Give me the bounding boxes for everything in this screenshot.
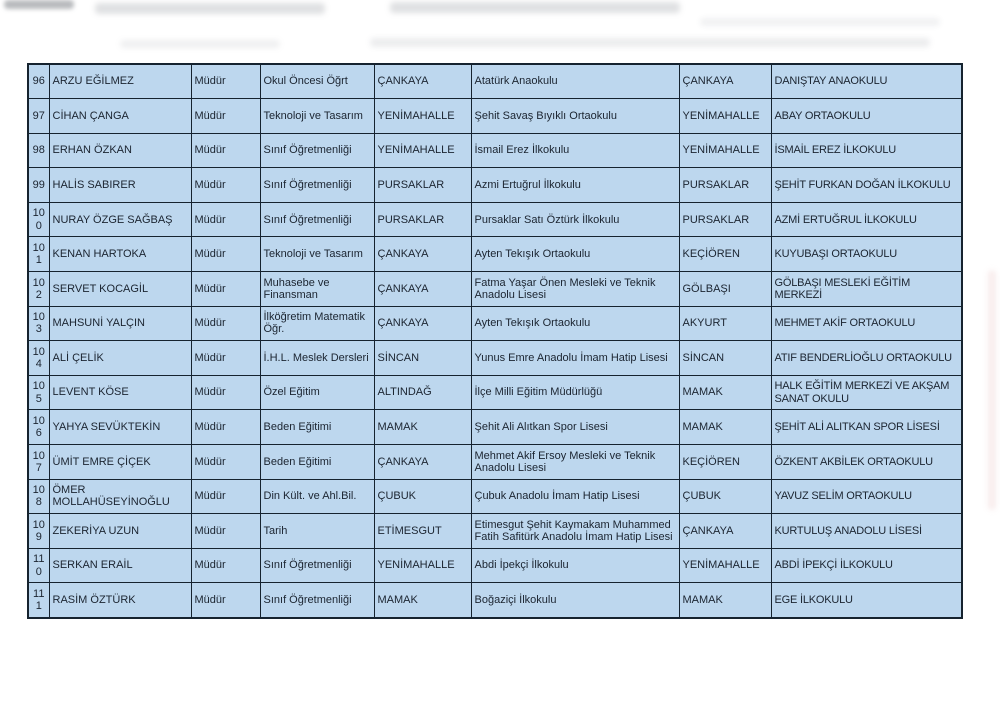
row-number-cell: 99 xyxy=(28,168,49,203)
row-number-cell: 108 xyxy=(28,479,49,514)
row-number-cell: 107 xyxy=(28,445,49,480)
assignment-table xyxy=(27,63,963,619)
title-cell: Müdür xyxy=(191,99,260,134)
table-row xyxy=(28,479,962,514)
title-cell: Müdür xyxy=(191,375,260,410)
school-to-cell: HALK EĞİTİM MERKEZİ VE AKŞAM SANAT OKULU xyxy=(771,375,962,410)
title-cell: Müdür xyxy=(191,202,260,237)
branch-cell: Özel Eğitim xyxy=(260,375,374,410)
district-from-cell: YENİMAHALLE xyxy=(374,548,471,583)
branch-cell: İ.H.L. Meslek Dersleri xyxy=(260,341,374,376)
name-cell: CİHAN ÇANGA xyxy=(49,99,191,134)
branch-cell: Sınıf Öğretmenliği xyxy=(260,133,374,168)
district-to-cell: SİNCAN xyxy=(679,341,771,376)
branch-cell: Sınıf Öğretmenliği xyxy=(260,202,374,237)
branch-cell: Sınıf Öğretmenliği xyxy=(260,168,374,203)
name-cell: RASİM ÖZTÜRK xyxy=(49,583,191,618)
school-from-cell: Mehmet Akif Ersoy Mesleki ve Teknik Anadolu Lisesi xyxy=(471,445,679,480)
branch-cell: Din Kült. ve Ahl.Bil. xyxy=(260,479,374,514)
district-from-cell: ETİMESGUT xyxy=(374,514,471,549)
branch-cell: Beden Eğitimi xyxy=(260,445,374,480)
school-from-cell: Ayten Tekışık Ortaokulu xyxy=(471,237,679,272)
school-to-cell: AZMİ ERTUĞRUL İLKOKULU xyxy=(771,202,962,237)
school-to-cell: ŞEHİT FURKAN DOĞAN İLKOKULU xyxy=(771,168,962,203)
school-to-cell: EGE İLKOKULU xyxy=(771,583,962,618)
title-cell: Müdür xyxy=(191,583,260,618)
row-number-cell: 96 xyxy=(28,64,49,99)
branch-cell: Tarih xyxy=(260,514,374,549)
district-to-cell: ÇUBUK xyxy=(679,479,771,514)
school-to-cell: KUYUBAŞI ORTAOKULU xyxy=(771,237,962,272)
name-cell: ALİ ÇELİK xyxy=(49,341,191,376)
name-cell: ÖMER MOLLAHÜSEYİNOĞLU xyxy=(49,479,191,514)
school-from-cell: Fatma Yaşar Önen Mesleki ve Teknik Anadolu Lisesi xyxy=(471,272,679,307)
table-row xyxy=(28,237,962,272)
branch-cell: Teknoloji ve Tasarım xyxy=(260,237,374,272)
scan-artifact xyxy=(120,40,280,48)
name-cell: SERKAN ERAİL xyxy=(49,548,191,583)
name-cell: YAHYA SEVÜKTEKİN xyxy=(49,410,191,445)
row-number-cell: 105 xyxy=(28,375,49,410)
title-cell: Müdür xyxy=(191,168,260,203)
school-to-cell: ŞEHİT ALİ ALITKAN SPOR LİSESİ xyxy=(771,410,962,445)
title-cell: Müdür xyxy=(191,514,260,549)
school-to-cell: MEHMET AKİF ORTAOKULU xyxy=(771,306,962,341)
table-row xyxy=(28,64,962,99)
row-number-cell: 103 xyxy=(28,306,49,341)
district-from-cell: YENİMAHALLE xyxy=(374,133,471,168)
district-to-cell: ÇANKAYA xyxy=(679,514,771,549)
title-cell: Müdür xyxy=(191,445,260,480)
branch-cell: Beden Eğitimi xyxy=(260,410,374,445)
name-cell: HALİS SABIRER xyxy=(49,168,191,203)
row-number-cell: 104 xyxy=(28,341,49,376)
title-cell: Müdür xyxy=(191,479,260,514)
table-row xyxy=(28,375,962,410)
school-to-cell: ABDİ İPEKÇİ İLKOKULU xyxy=(771,548,962,583)
district-from-cell: MAMAK xyxy=(374,410,471,445)
row-number-cell: 102 xyxy=(28,272,49,307)
school-from-cell: Boğaziçi İlkokulu xyxy=(471,583,679,618)
table-row xyxy=(28,272,962,307)
district-to-cell: MAMAK xyxy=(679,583,771,618)
school-from-cell: Ayten Tekışık Ortaokulu xyxy=(471,306,679,341)
branch-cell: Sınıf Öğretmenliği xyxy=(260,583,374,618)
district-from-cell: PURSAKLAR xyxy=(374,168,471,203)
table-row xyxy=(28,548,962,583)
table-row xyxy=(28,410,962,445)
row-number-cell: 110 xyxy=(28,548,49,583)
district-from-cell: ÇANKAYA xyxy=(374,237,471,272)
school-from-cell: Çubuk Anadolu İmam Hatip Lisesi xyxy=(471,479,679,514)
district-to-cell: YENİMAHALLE xyxy=(679,548,771,583)
district-from-cell: ÇANKAYA xyxy=(374,64,471,99)
branch-cell: Okul Öncesi Öğrt xyxy=(260,64,374,99)
branch-cell: İlköğretim Matematik Öğr. xyxy=(260,306,374,341)
district-to-cell: MAMAK xyxy=(679,410,771,445)
name-cell: ZEKERİYA UZUN xyxy=(49,514,191,549)
district-from-cell: ALTINDAĞ xyxy=(374,375,471,410)
school-to-cell: DANIŞTAY ANAOKULU xyxy=(771,64,962,99)
district-from-cell: ÇANKAYA xyxy=(374,445,471,480)
school-from-cell: Azmi Ertuğrul İlkokulu xyxy=(471,168,679,203)
school-from-cell: İlçe Milli Eğitim Müdürlüğü xyxy=(471,375,679,410)
scan-artifact xyxy=(4,0,74,9)
table-row xyxy=(28,99,962,134)
school-from-cell: Yunus Emre Anadolu İmam Hatip Lisesi xyxy=(471,341,679,376)
title-cell: Müdür xyxy=(191,237,260,272)
school-from-cell: Pursaklar Satı Öztürk İlkokulu xyxy=(471,202,679,237)
school-to-cell: KURTULUŞ ANADOLU LİSESİ xyxy=(771,514,962,549)
branch-cell: Sınıf Öğretmenliği xyxy=(260,548,374,583)
school-to-cell: İSMAİL EREZ İLKOKULU xyxy=(771,133,962,168)
district-to-cell: PURSAKLAR xyxy=(679,168,771,203)
row-number-cell: 100 xyxy=(28,202,49,237)
title-cell: Müdür xyxy=(191,306,260,341)
school-to-cell: ABAY ORTAOKULU xyxy=(771,99,962,134)
school-to-cell: YAVUZ SELİM ORTAOKULU xyxy=(771,479,962,514)
district-to-cell: PURSAKLAR xyxy=(679,202,771,237)
branch-cell: Teknoloji ve Tasarım xyxy=(260,99,374,134)
school-to-cell: ÖZKENT AKBİLEK ORTAOKULU xyxy=(771,445,962,480)
title-cell: Müdür xyxy=(191,272,260,307)
name-cell: SERVET KOCAGİL xyxy=(49,272,191,307)
table-row xyxy=(28,583,962,618)
district-from-cell: SİNCAN xyxy=(374,341,471,376)
district-to-cell: ÇANKAYA xyxy=(679,64,771,99)
name-cell: NURAY ÖZGE SAĞBAŞ xyxy=(49,202,191,237)
table-row xyxy=(28,306,962,341)
scan-artifact xyxy=(370,38,930,47)
branch-cell: Muhasebe ve Finansman xyxy=(260,272,374,307)
table-row xyxy=(28,168,962,203)
row-number-cell: 106 xyxy=(28,410,49,445)
district-from-cell: ÇUBUK xyxy=(374,479,471,514)
scan-artifact xyxy=(700,18,940,26)
district-to-cell: MAMAK xyxy=(679,375,771,410)
title-cell: Müdür xyxy=(191,548,260,583)
table-row xyxy=(28,133,962,168)
table-row xyxy=(28,202,962,237)
district-from-cell: YENİMAHALLE xyxy=(374,99,471,134)
scan-artifact xyxy=(988,270,996,510)
row-number-cell: 101 xyxy=(28,237,49,272)
school-to-cell: ATIF BENDERLİOĞLU ORTAOKULU xyxy=(771,341,962,376)
scan-artifact xyxy=(95,3,325,14)
name-cell: ARZU EĞİLMEZ xyxy=(49,64,191,99)
school-to-cell: GÖLBAŞI MESLEKİ EĞİTİM MERKEZİ xyxy=(771,272,962,307)
table-row xyxy=(28,445,962,480)
district-from-cell: ÇANKAYA xyxy=(374,272,471,307)
name-cell: LEVENT KÖSE xyxy=(49,375,191,410)
district-to-cell: YENİMAHALLE xyxy=(679,133,771,168)
table-row xyxy=(28,514,962,549)
school-from-cell: Şehit Ali Alıtkan Spor Lisesi xyxy=(471,410,679,445)
school-from-cell: Şehit Savaş Bıyıklı Ortaokulu xyxy=(471,99,679,134)
table-row xyxy=(28,341,962,376)
name-cell: MAHSUNİ YALÇIN xyxy=(49,306,191,341)
title-cell: Müdür xyxy=(191,410,260,445)
district-to-cell: YENİMAHALLE xyxy=(679,99,771,134)
district-to-cell: AKYURT xyxy=(679,306,771,341)
name-cell: ÜMİT EMRE ÇİÇEK xyxy=(49,445,191,480)
name-cell: KENAN HARTOKA xyxy=(49,237,191,272)
school-from-cell: Etimesgut Şehit Kaymakam Muhammed Fatih Safitürk Anadolu İmam Hatip Lisesi xyxy=(471,514,679,549)
school-from-cell: Abdi İpekçi İlkokulu xyxy=(471,548,679,583)
district-from-cell: MAMAK xyxy=(374,583,471,618)
row-number-cell: 97 xyxy=(28,99,49,134)
row-number-cell: 98 xyxy=(28,133,49,168)
district-from-cell: PURSAKLAR xyxy=(374,202,471,237)
district-to-cell: KEÇİÖREN xyxy=(679,237,771,272)
school-from-cell: İsmail Erez İlkokulu xyxy=(471,133,679,168)
district-to-cell: KEÇİÖREN xyxy=(679,445,771,480)
district-to-cell: GÖLBAŞI xyxy=(679,272,771,307)
table-body xyxy=(28,64,962,618)
district-from-cell: ÇANKAYA xyxy=(374,306,471,341)
title-cell: Müdür xyxy=(191,133,260,168)
name-cell: ERHAN ÖZKAN xyxy=(49,133,191,168)
title-cell: Müdür xyxy=(191,64,260,99)
row-number-cell: 109 xyxy=(28,514,49,549)
scan-artifact xyxy=(390,2,680,13)
school-from-cell: Atatürk Anaokulu xyxy=(471,64,679,99)
row-number-cell: 111 xyxy=(28,583,49,618)
title-cell: Müdür xyxy=(191,341,260,376)
